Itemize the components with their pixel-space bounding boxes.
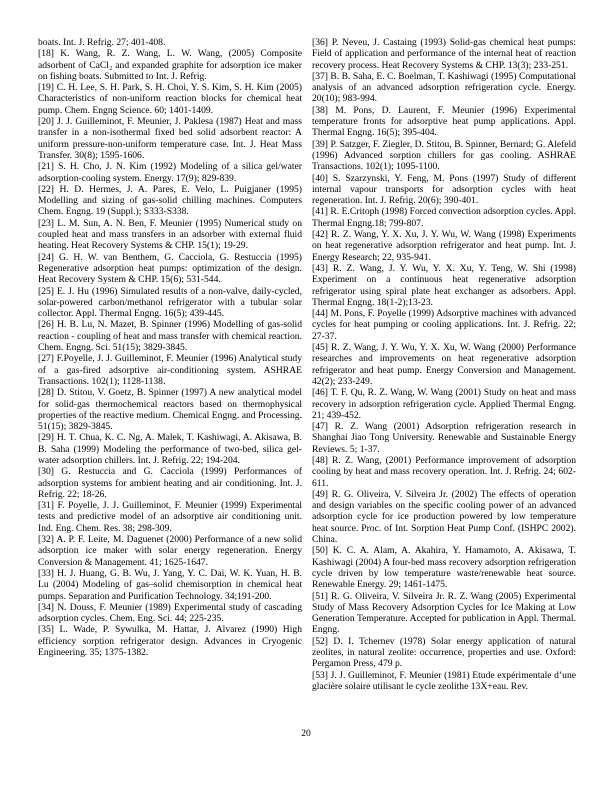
- reference-52: [52] D. I. Tchernev (1978) Solar energy application of natural zeolites, in natural zeolite: occurrence, properties and use. Oxford: Pergamon Press, 479 p.: [312, 635, 576, 670]
- reference-51: [51] R. G. Oliveira, V. Silveira Jr. R. Z. Wang (2005) Experimental Study of Mass Recovery Adsorption Cycles for Ice Making at Low Generation Temperature. Accepted for publication in Appl. Thermal. Engng.: [312, 590, 576, 636]
- reference-41: [41] R. E.Critoph (1998) Forced convection adsorption cycles. Appl. Thermal Engng.18; 799-807.: [312, 206, 576, 229]
- reference-21: [21] S. H. Cho, J. N. Kim (1992) Modeling of a silica gel/water adsorption-cooling system. Energy. 17(9); 829-839.: [38, 161, 302, 184]
- reference-19: [19] C. H. Lee, S. H. Park, S. H. Choi, Y. S. Kim, S. H. Kim (2005) Characteristics of non-uniform reaction blocks for chemical heat pump. Chem. Engng Science. 60; 1401-1409.: [38, 82, 302, 116]
- reference-44: [44] M. Pons, F. Poyelle (1999) Adsorptive machines with advanced cycles for heat pumping or cooling applications. Int. J. Refrig. 22; 27-37.: [312, 308, 576, 342]
- reference-18: [18] K. Wang, R. Z. Wang, L. W. Wang, (2005) Composite adsorbent of CaCl₂ and expanded graphite for adsorption ice maker on fishing boats. Submitted to Int. J. Refrig.: [38, 48, 302, 82]
- reference-25: [25] E. J. Hu (1996) Simulated results of a non-valve, daily-cycled, solar-powered carbon/methanol refrigerator with a tubular solar collector. Appl. Thermal Engng. 16(5); 439-445.: [38, 285, 302, 320]
- reference-22: [22] H. D. Hermes, J. A. Pares, E. Velo, L. Puigjaner (1995) Modelling and sizing of gas-solid chilling machines. Computers Chem. Engng. 19 (Suppl.); S333-S338.: [38, 183, 302, 218]
- reference-53: [53] J. J. Guilleminot, F. Meunier (1981) Etude expérimentale d’une glacière solaire utilisant le cycle zeolithe 13X+eau. Rev.: [312, 669, 576, 692]
- reference-38: [38] M. Pons, D. Laurent, F. Meunier (1996) Experimental temperature fronts for adsorptive heat pump applications. Appl. Thermal Engng. 16(5); 395-404.: [312, 104, 576, 139]
- left-column: [38, 37, 302, 692]
- reference-47: [47] R. Z. Wang (2001) Adsorption refrigeration research in Shanghai Jiao Tong University. Renewable and Sustainable Energy Reviews. 5; 1-37.: [312, 421, 576, 455]
- page-number: 20: [301, 728, 311, 739]
- reference-29: [29] H. T. Chua, K. C. Ng, A. Malek, T. Kashiwagi, A. Akisawa, B. B. Saha (1999) Modeling the performance of two-bed, silica gel-water adsorption chillers. Int. J. Refrig. 22; 194-204.: [38, 432, 302, 466]
- reference-43: [43] R. Z. Wang, J. Y. Wu, Y. X. Xu, Y. Teng, W. Shi (1998) Experiment on a continuous heat regenerative adsorption refrigerator using spiral plate heat exchanger as adsorbers. Appl. Thermal Engng. 18(1-2);13-23.: [312, 262, 576, 308]
- reference-35: [35] L. Wade, P. Sywulka, M. Hattar, J. Alvarez (1990) High efficiency sorption refrigerator design. Advances in Cryogenic Engineering. 35; 1375-1382.: [38, 624, 302, 659]
- reference-46: [46] T. F. Qu, R. Z. Wang, W. Wang (2001) Study on heat and mass recovery in adsorption refrigeration cycle. Applied Thermal Engng. 21; 439-452.: [312, 387, 576, 421]
- right-column: [312, 37, 576, 692]
- reference-42: [42] R. Z. Wang, Y. X. Xu, J. Y. Wu, W. Wang (1998) Experiments on heat regenerative adsorption refrigerator and heat pump. Int. J. Energy Research; 22, 935-941.: [312, 229, 576, 263]
- reference-32: [32] A. P. F. Leite, M. Daguenet (2000) Performance of a new solid adsorption ice maker with solar energy regeneration. Energy Conversion & Management. 41; 1625-1647.: [38, 534, 302, 568]
- reference-31: [31] F. Poyelle, J. J. Guilleminot, F. Meunier (1999) Experimental tests and predictive model of an adsorptive air conditioning unit. Ind. Eng. Chem. Res. 38; 298-309.: [38, 500, 302, 534]
- reference-36: [36] P. Neveu, J. Castaing (1993) Solid-gas chemical heat pumps: Field of application and performance of the internal heat of reaction recovery process. Heat Recovery Systems & CHP. 13(3); 233-251.: [312, 37, 576, 71]
- reference-30: [30] G. Restuccia and G. Cacciola (1999) Performances of adsorption systems for ambient heating and air conditioning. Int. J. Refrig. 22; 18-26.: [38, 466, 302, 500]
- reference-33: [33] H. J. Huang, G. B. Wu, J. Yang, Y. C. Dai, W. K. Yuan, H. B. Lu (2004) Modeling of gas–solid chemisorption in chemical heat pumps. Separation and Purification Technology. 34;191-200.: [38, 567, 302, 602]
- reference-23: [23] L. M. Sun, A. N. Ben, F. Meunier (1995) Numerical study on coupled heat and mass transfers in an adsorber with external fluid heating. Heat Recovery Systems & CHP. 15(1); 19-29.: [38, 217, 302, 252]
- reference-34: [34] N. Douss, F. Meunier (1989) Experimental study of cascading adsorption cycles. Chem. Eng. Sci. 44; 225-235.: [38, 601, 302, 625]
- reference-27: [27] F.Poyelle, J. J. Guilleminot, F. Meunier (1996) Analytical study of a gas-fired adsorptive air-conditioning system. ASHRAE Transactions. 102(1); 1128-1138.: [38, 353, 302, 387]
- reference-26: [26] H. B. Lu, N. Mazet, B. Spinner (1996) Modelling of gas-solid reaction - coupling of heat and mass transfer with chemical reaction. Chem. Engng. Sci. 51(15); 3829-3845.: [38, 319, 302, 354]
- reference-37: [37] B. B. Saha, E. C. Boelman, T. Kashiwagi (1995) Computational analysis of an advanced adsorption refrigeration cycle. Energy. 20(10); 983-994.: [312, 70, 576, 105]
- reference-48: [48] R. Z. Wang, (2001) Performance improvement of adsorption cooling by heat and mass recovery operation. Int. J. Refrig. 24; 602-611.: [312, 454, 576, 489]
- reference-45: [45] R. Z. Wang, J. Y. Wu, Y. X. Xu, W. Wang (2000) Performance researches and improvements on heat regenerative adsorption refrigerator and heat pump. Energy Conversion and Management. 42(2); 233-249.: [312, 342, 576, 387]
- reference-28: [28] D. Stitou, V. Goetz, B. Spinner (1997) A new analytical model for solid-gas thermochemical reactors based on thermophysical properties of the reactive medium. Chemical Engng. and Processing. 51(15); 3829-3845.: [38, 387, 302, 433]
- reference-40: [40] S. Szarzynski, Y. Feng, M. Pons (1997) Study of different internal vapour transports for adsorption cycles with heat regeneration. Int. J. Refrig. 20(6); 390-401.: [312, 172, 576, 207]
- reference-continuation: boats. Int. J. Refrig. 27; 401-408.: [38, 37, 166, 48]
- reference-24: [24] G. H. W. van Benthem, G. Cacciola, G. Restuccia (1995) Regenerative adsorption heat pumps: optimization of the design. Heat Recovery System & CHP. 15(6); 531-544.: [38, 251, 302, 286]
- reference-20: [20] J. J. Guilleminot, F. Meunier, J. Paklesa (1987) Heat and mass transfer in a non-isothermal fixed bed solid adsorbent reactor: A uniform pressure-non-uniform temperature case. Int. J. Heat Mass Transfer. 30(8); 1595-1606.: [38, 116, 302, 161]
- reference-49: [49] R. G. Oliveira, V. Silveira Jr. (2002) The effects of operation and design variables on the specific cooling power of an advanced adsorption cycle for ice production powered by low temperature heat source. Proc. of Int. Sorption Heat Pump Conf. (ISHPC 2002). China.: [312, 488, 576, 546]
- reference-39: [39] P. Satzger, F. Ziegler, D. Stitou, B. Spinner, Bernard; G. Alefeld (1996) Advanced sorption chillers for gas cooling. ASHRAE Transactions. 102(1); 1095-1100.: [312, 138, 576, 173]
- reference-50: [50] K. C. A. Alam, A. Akahira, Y. Hamamoto, A. Akisawa, T. Kashiwagi (2004) A four-bed mass recovery adsorption refrigeration cycle driven by low temperature waste/renewable heat source. Renewable Energy. 29; 1461-1475.: [312, 545, 576, 591]
